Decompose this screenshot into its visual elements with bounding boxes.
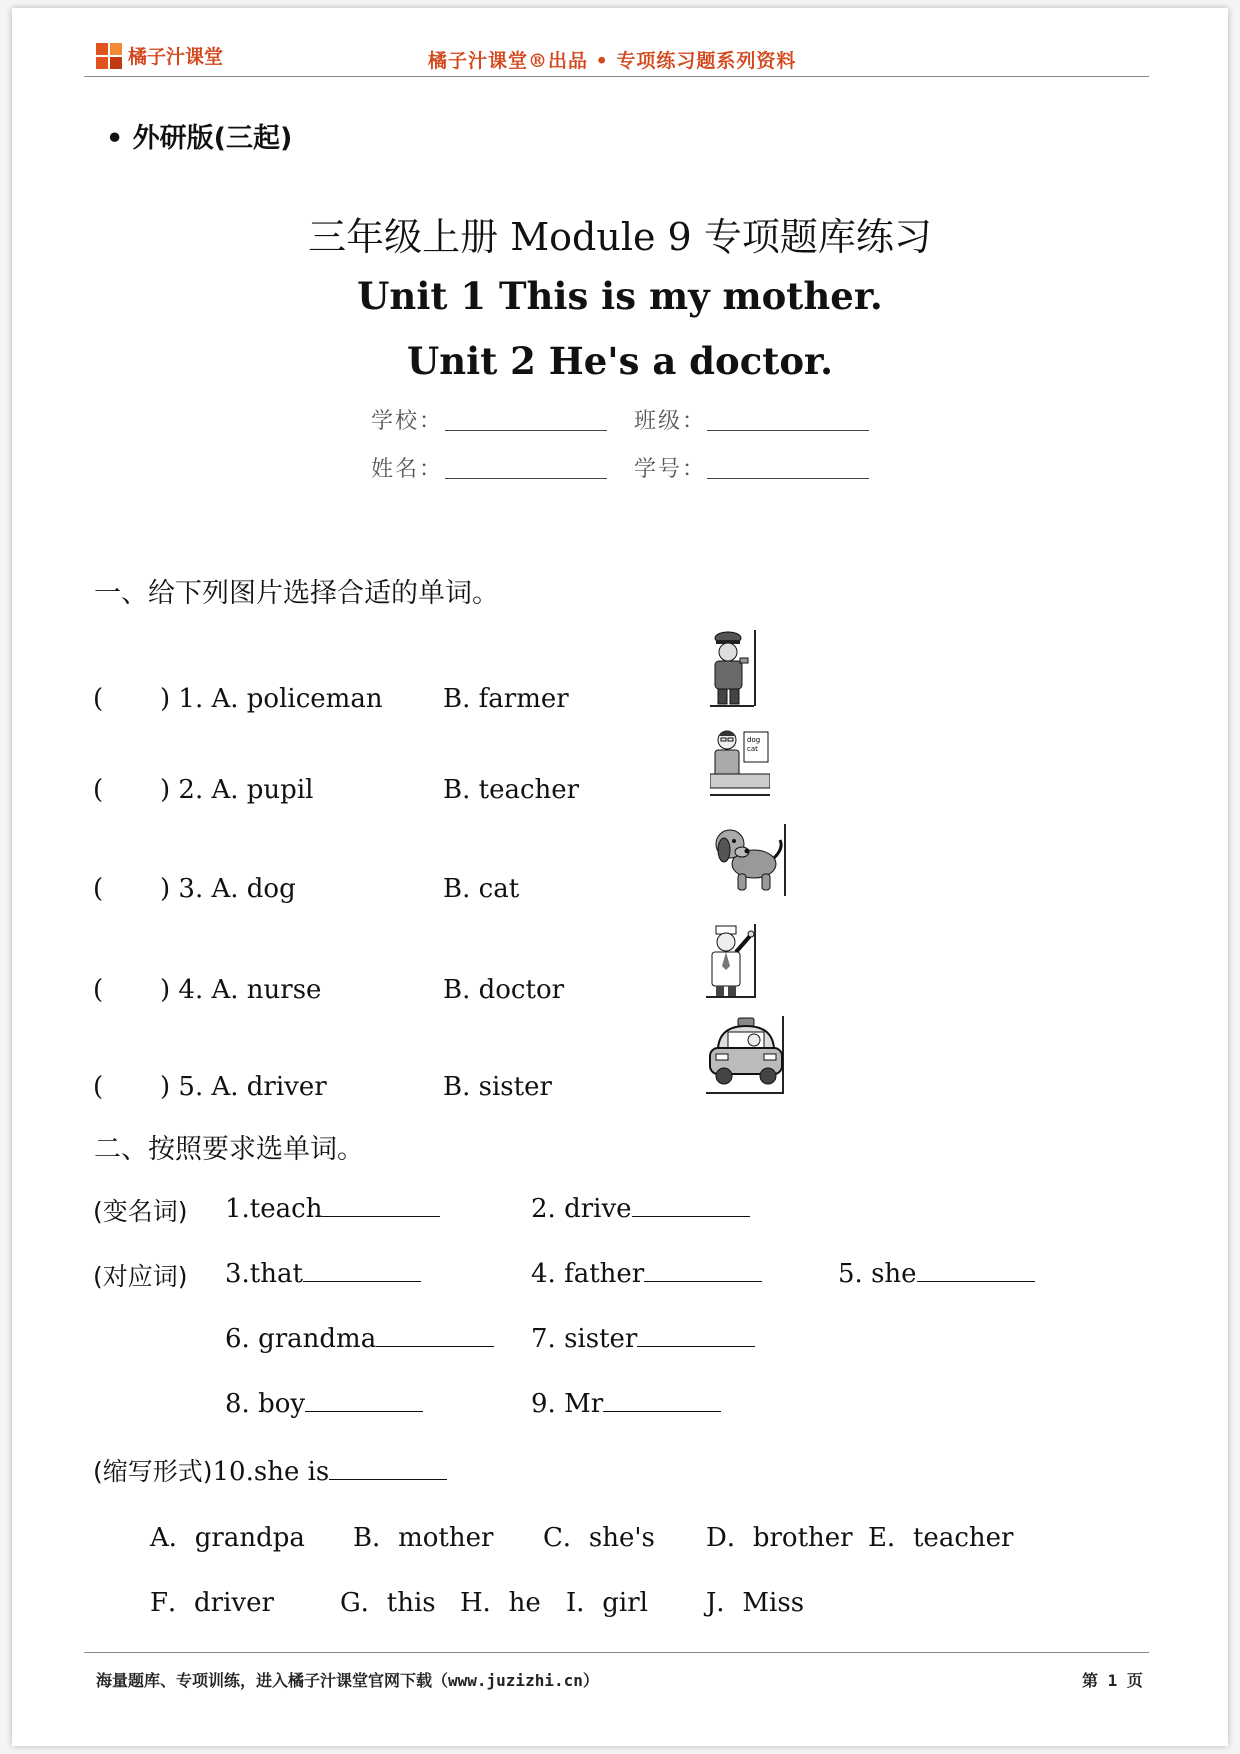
question-item-1-text: 1.teach: [225, 1194, 323, 1224]
page-number: 第 1 页: [1082, 1671, 1143, 1690]
answer-blank-8[interactable]: [305, 1387, 423, 1412]
option-j: J．Miss: [706, 1588, 805, 1618]
option-a: A．grandpa: [150, 1523, 305, 1553]
question-1-option-b: B. farmer: [443, 684, 569, 714]
driver-icon: [706, 1014, 786, 1096]
question-item-5-text: 5. she: [838, 1259, 917, 1289]
logo-icon: [96, 43, 122, 69]
svg-text:cat: cat: [747, 745, 758, 753]
answer-bracket: (: [93, 684, 104, 714]
question-item-6: [225, 1322, 494, 1354]
teacher-icon: [710, 726, 770, 798]
edition-label: • 外研版(三起): [106, 123, 293, 154]
unit1-title: Unit 1 This is my mother.: [357, 274, 883, 318]
number-field[interactable]: [707, 478, 869, 479]
class-field[interactable]: [707, 430, 869, 431]
unit2-title: Unit 2 He's a doctor.: [406, 339, 834, 383]
question-2-option-b: B. teacher: [443, 775, 580, 805]
brand-logo: [96, 42, 223, 69]
doctor-icon: [706, 922, 758, 998]
label-opposite: (对应词): [93, 1262, 188, 1291]
svg-text:dog: dog: [747, 736, 761, 744]
option-h: H．he: [460, 1588, 541, 1618]
question-4: ) 4. A. nurse: [160, 975, 322, 1005]
question-item-8: [225, 1387, 423, 1419]
question-item-10: [93, 1452, 447, 1488]
label-contraction: (缩写形式): [93, 1457, 213, 1486]
school-label: 学校：: [371, 409, 444, 434]
answer-bracket: (: [93, 775, 104, 805]
answer-bracket: (: [93, 1072, 104, 1102]
question-3: ) 3. A. dog: [160, 874, 296, 904]
section2-heading: 二、按照要求选单词。: [94, 1134, 364, 1165]
question-item-2-text: 2. drive: [531, 1194, 632, 1224]
answer-blank-10[interactable]: [329, 1455, 447, 1480]
dog-icon: [712, 822, 788, 896]
question-item-5: [838, 1257, 1035, 1289]
question-item-8-text: 8. boy: [225, 1389, 306, 1419]
name-label: 姓名：: [371, 457, 444, 482]
answer-bracket: (: [93, 874, 104, 904]
answer-blank-1[interactable]: [322, 1192, 440, 1217]
question-1: ) 1. A. policeman: [160, 684, 383, 714]
answer-blank-7[interactable]: [637, 1322, 755, 1347]
question-item-3: [225, 1257, 421, 1289]
question-item-6-text: 6. grandma: [225, 1324, 377, 1354]
answer-blank-5[interactable]: [917, 1257, 1035, 1282]
option-d: D．brother: [706, 1523, 853, 1553]
page-title: 三年级上册 Module 9 专项题库练习: [308, 215, 932, 259]
question-item-1: [225, 1192, 440, 1224]
name-field[interactable]: [445, 478, 607, 479]
footer-divider: [84, 1652, 1149, 1653]
option-b: B．mother: [353, 1523, 494, 1553]
question-2: ) 2. A. pupil: [160, 775, 314, 805]
option-i: I．girl: [566, 1588, 648, 1618]
school-field[interactable]: [445, 430, 607, 431]
question-5-option-b: B. sister: [443, 1072, 552, 1102]
answer-blank-9[interactable]: [603, 1387, 721, 1412]
option-g: G．this: [340, 1588, 436, 1618]
question-item-9-text: 9. Mr: [531, 1389, 604, 1419]
question-item-4: [531, 1257, 762, 1289]
option-f: F．driver: [150, 1588, 274, 1618]
question-item-2: [531, 1192, 750, 1224]
question-item-10-text: 10.she is: [212, 1457, 330, 1487]
question-item-7-text: 7. sister: [531, 1324, 638, 1354]
question-3-option-b: B. cat: [443, 874, 520, 904]
number-label: 学号：: [634, 457, 707, 482]
answer-bracket: (: [93, 975, 104, 1005]
answer-blank-6[interactable]: [376, 1322, 494, 1347]
header-slogan: 橘子汁课堂®出品 • 专项练习题系列资料: [428, 50, 797, 72]
header-divider: [84, 76, 1149, 77]
label-noun: (变名词): [93, 1197, 188, 1226]
policeman-icon: [708, 628, 758, 708]
footer-text: 海量题库、专项训练，进入橘子汁课堂官网下载（www.juzizhi.cn）: [96, 1671, 599, 1690]
answer-blank-2[interactable]: [632, 1192, 750, 1217]
question-5: ) 5. A. driver: [160, 1072, 327, 1102]
logo-text: 橘子汁课堂: [128, 46, 224, 68]
option-c: C．she's: [543, 1523, 655, 1553]
class-label: 班级：: [634, 409, 707, 434]
answer-blank-4[interactable]: [644, 1257, 762, 1282]
option-e: E．teacher: [868, 1523, 1014, 1553]
question-item-9: [531, 1387, 721, 1419]
question-item-3-text: 3.that: [225, 1259, 303, 1289]
question-4-option-b: B. doctor: [443, 975, 565, 1005]
question-item-4-text: 4. father: [531, 1259, 645, 1289]
answer-blank-3[interactable]: [303, 1257, 421, 1282]
question-item-7: [531, 1322, 755, 1354]
section1-heading: 一、给下列图片选择合适的单词。: [94, 578, 499, 609]
